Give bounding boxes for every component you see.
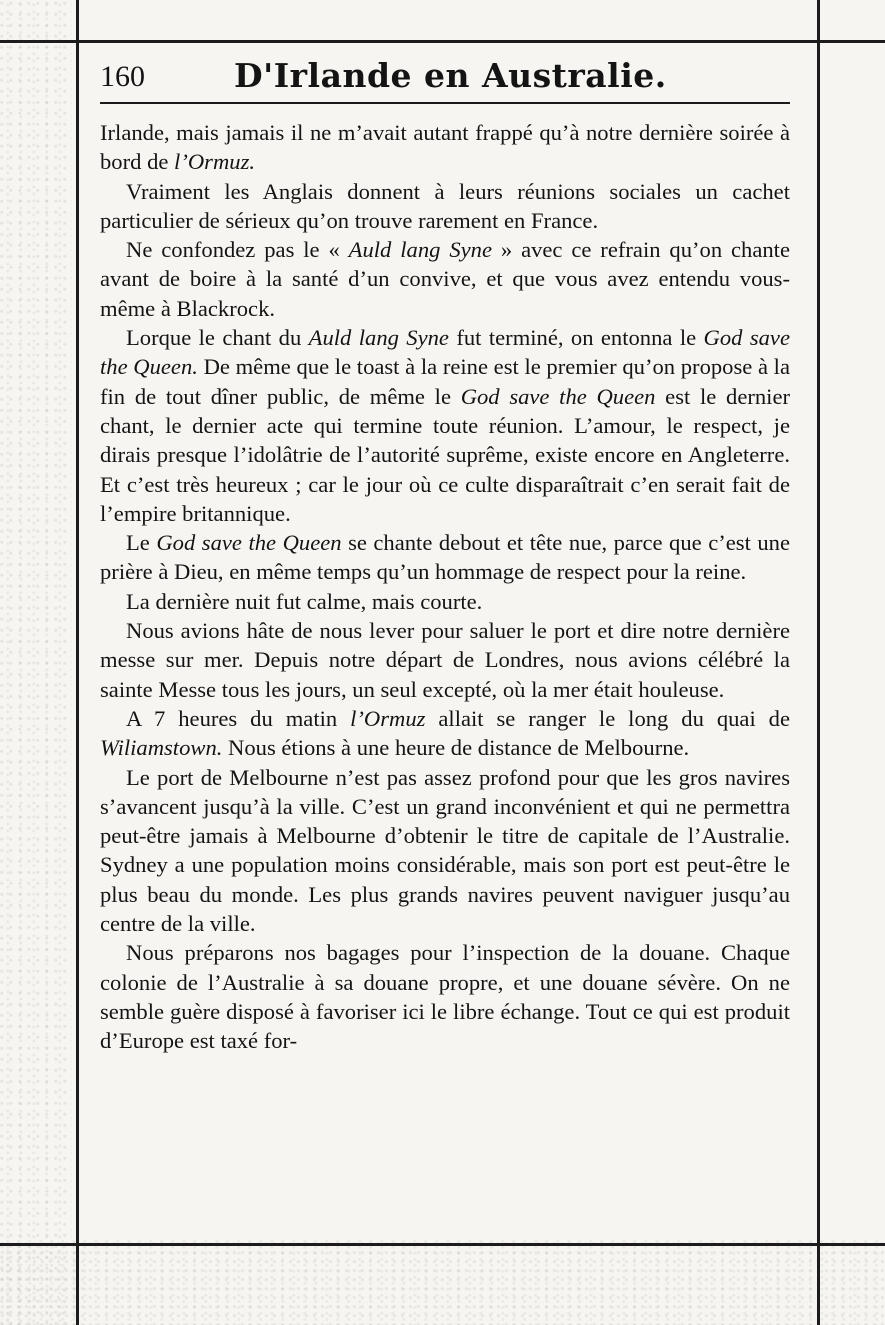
header-rule [100, 102, 790, 104]
scan-bottom-line [0, 1243, 885, 1246]
text-run: Irlande, mais jamais il ne m’avait autant frappé qu’à notre dernière soirée à bord de [100, 120, 790, 175]
italic-run: l’Ormuz. [174, 149, 256, 175]
text-run: se chante debout et tête nue, parce que c’est une prière à Dieu, en même temps qu’un hommage de respect pour la reine. [100, 530, 790, 585]
italic-run: l’Ormuz [350, 705, 426, 731]
text-run: De même que le toast à la reine est le premier qu’on propose à la fin de tout dîner public, de même le [100, 354, 790, 409]
paragraph [100, 235, 790, 323]
paragraph [100, 938, 790, 1055]
paragraph [100, 177, 790, 236]
book-page [100, 52, 791, 1054]
paragraph [100, 616, 790, 704]
text-run: Vraiment les Anglais donnent à leurs réunions sociales un cachet particulier de sérieux qu’on trouve rarement en France. [100, 178, 790, 233]
paragraph [100, 704, 790, 763]
paragraph [100, 118, 790, 177]
text-run: Ne confondez pas le « [126, 237, 349, 263]
text-run: est le dernier chant, le dernier acte qui termine toute réunion. L’amour, le respect, je dirais presque l’idolâtrie de l’autorité suprême, existe encore en Angleterre. Et c’est très heureux ; car le jour où ce culte disparaîtrait c’en serait fait de l’empire britannique. [100, 383, 790, 526]
italic-run: God save the Queen [460, 383, 656, 409]
text-run: A 7 heures du matin [126, 705, 351, 731]
text-run: Lorque le chant du [126, 325, 309, 351]
running-title: D'Irlande en Australie. [234, 56, 667, 95]
text-run: Le port de Melbourne n’est pas assez profond pour que les gros navires s’avancent jusqu’à la ville. C’est un grand inconvénient et qui ne permettra peut-être jamais à Melbourne d’obtenir le titre de capitale de l’Australie. Sydney a une population moins considérable, mais son port est peut-être le plus beau du monde. Les plus grands navires peuvent naviguer jusqu’au centre de la ville. [100, 764, 790, 937]
scan-right-line [817, 0, 820, 1325]
text-run: La dernière nuit fut calme, mais courte. [126, 588, 483, 614]
text-run: fut terminé, on entonna le [448, 325, 704, 351]
scan-left-line [76, 0, 79, 1325]
body-text [100, 118, 790, 1056]
scan-top-line [0, 40, 885, 43]
italic-run: Auld lang Syne [308, 325, 449, 351]
text-run: Le [126, 530, 157, 556]
page-number: 160 [100, 60, 145, 93]
italic-run: God save the Queen. [100, 325, 790, 380]
italic-run: Wiliamstown. [100, 735, 223, 761]
paragraph [100, 323, 790, 528]
paragraph [100, 528, 790, 587]
page-header [100, 52, 790, 98]
scan-noise-left [0, 0, 72, 1325]
italic-run: Auld lang Syne [348, 237, 492, 263]
scan-noise-bottom [0, 1240, 885, 1325]
text-run: » avec ce refrain qu’on chante avant de boire à la santé d’un convive, et que vous avez entendu vous-même à Blackrock. [100, 237, 790, 321]
text-run: Nous avions hâte de nous lever pour saluer le port et dire notre dernière messe sur mer. Depuis notre départ de Londres, nous avions célébré la sainte Messe tous les jours, un seul excepté, où la mer était houleuse. [100, 618, 790, 702]
text-run: Nous étions à une heure de distance de Melbourne. [222, 735, 690, 761]
text-run: Nous préparons nos bagages pour l’inspection de la douane. Chaque colonie de l’Australie à sa douane propre, et une douane sévère. On ne semble guère disposé à favoriser ici le libre échange. Tout ce qui est produit d’Europe est taxé for- [100, 940, 790, 1054]
paragraph [100, 763, 790, 939]
italic-run: God save the Queen [156, 530, 342, 556]
text-run: allait se ranger le long du quai de [425, 705, 791, 731]
paragraph [100, 587, 790, 616]
